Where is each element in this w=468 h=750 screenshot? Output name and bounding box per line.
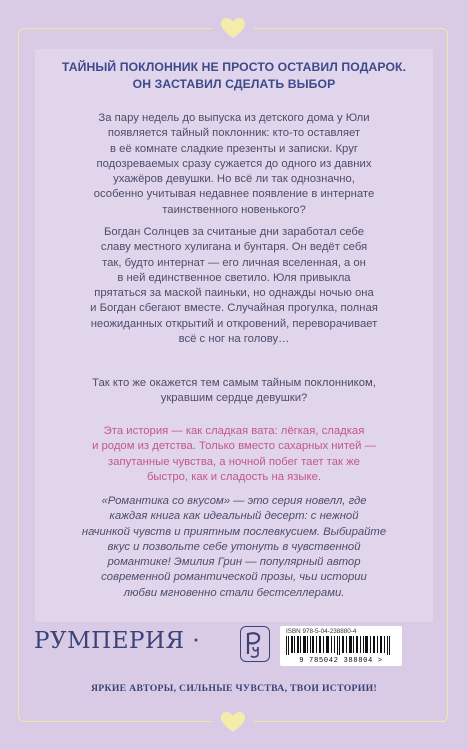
text-line: неожиданных открытий и откровений, переворачивает: [90, 317, 378, 330]
headline-line: ТАЙНЫЙ ПОКЛОННИК НЕ ПРОСТО ОСТАВИЛ ПОДАРОК.: [61, 60, 407, 74]
text-line: так, будто интернат — его личная вселенная, а он: [102, 256, 366, 269]
back-cover-card: [35, 49, 433, 622]
text-line: начинкой чувств и приятным послевкусием. Выбирайте: [81, 525, 387, 538]
text-line: каждая книга как идеальный десерт: с нежной: [109, 510, 359, 523]
text-line: и Богдан сбегают вместе. Случайная прогулка, полная: [90, 302, 378, 315]
text-line: Богдан Солнцев за считаные дни заработал себе: [103, 226, 365, 238]
text-line: всё с ног на голову…: [178, 333, 290, 346]
text-line: быстро, как и сладость на языке.: [146, 470, 322, 483]
text-line: Эта история — как сладкая вата: лёгкая, сладкая: [103, 425, 365, 437]
text-line: славу местного хулигана и бунтаря. Он ведёт себя: [100, 241, 368, 254]
paragraph-pink-quote: [49, 424, 419, 485]
text-line: таинственного новенького?: [162, 203, 306, 216]
paragraph-synopsis-1: [49, 111, 419, 218]
text-line: запутанные чувства, а ночной побег тает так же: [108, 455, 360, 468]
isbn-label: ISBN 978-5-04-238880-4: [286, 628, 357, 635]
text-line: За пару недель до выпуска из детского дома у Юли: [98, 112, 370, 124]
text-line: романтике! Эмилия Грин — популярный автор: [107, 556, 361, 569]
text-line: появляется тайный поклонник: кто-то оставляет: [107, 127, 361, 140]
headline: [35, 59, 433, 93]
text-line: особенно учитывая недавнее появление в интернате: [93, 188, 375, 201]
text-line: любви мгновенно стали бестселлерами.: [123, 586, 345, 599]
publisher-logo: РУМПЕРИЯ ·: [34, 628, 201, 654]
text-line: современной романтической прозы, чьи истории: [101, 571, 367, 584]
text-line: Так кто же окажется тем самым тайным поклонником,: [92, 377, 376, 389]
heart-icon: [212, 17, 254, 39]
publisher-ru-logo-icon: [240, 626, 270, 662]
heart-icon: [212, 711, 254, 733]
paragraph-series-info: [49, 494, 419, 601]
text-line: ухажёров девушки. Но всё ли так однозначно,: [113, 173, 355, 186]
text-line: в ней единственное светило. Юля привыкла: [117, 271, 351, 284]
headline-line: ОН ЗАСТАВИЛ СДЕЛАТЬ ВЫБОР: [132, 77, 336, 91]
text-line: укравшим сердце девушки?: [160, 392, 308, 405]
text-line: прятаться за маской паиньки, но однажды ночью она: [94, 287, 374, 300]
paragraph-question: [49, 376, 419, 407]
text-line: вкус и позвольте себе утонуть в чувственной: [107, 540, 361, 553]
text-line: и родом из детства. Только вместо сахарных нитей —: [92, 440, 376, 453]
barcode-icon: [286, 636, 396, 655]
text-line: «Романтика со вкусом» — это серия новелл, где: [101, 495, 367, 507]
paragraph-synopsis-2: [49, 225, 419, 347]
isbn-barcode-box: [280, 626, 402, 666]
publisher-tagline: ЯРКИЕ АВТОРЫ, СИЛЬНЫЕ ЧУВСТВА, ТВОИ ИСТОРИИ!: [91, 683, 377, 694]
text-line: подозреваемых сразу сужается до одного из давних: [96, 157, 372, 170]
isbn-digits: 9 785042 388804 >: [299, 657, 383, 665]
text-line: в её комнате сладкие презенты и записки. Круг: [110, 142, 358, 155]
